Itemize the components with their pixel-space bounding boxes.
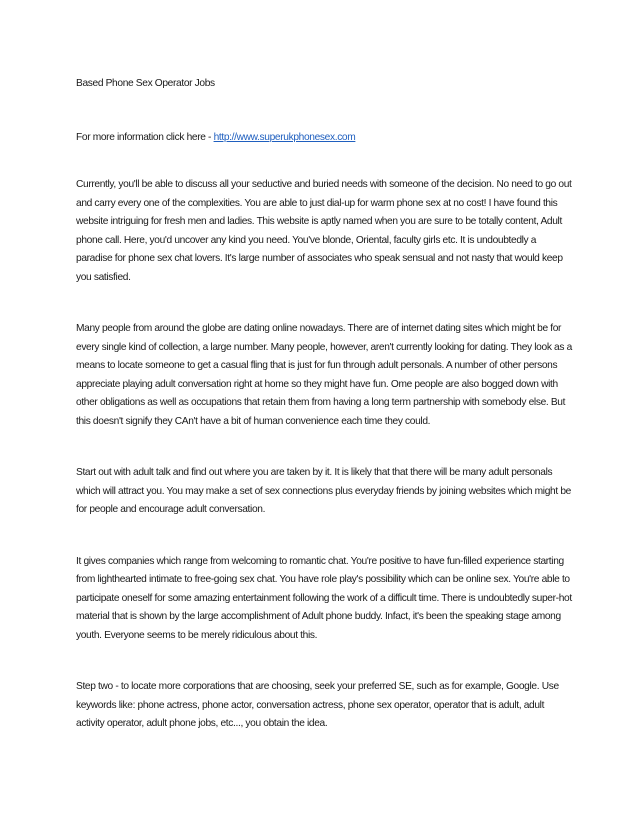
document-title: Based Phone Sex Operator Jobs bbox=[76, 78, 215, 89]
paragraph-4: It gives companies which range from welcoming to romantic chat. You're positive to have fun-filled experience starting from lighthearted intimate to free-going sex chat. You have role play's possibility which can be online sex. You're able to participate oneself for some amazing entertainment following the work of a difficult time. There is undoubtedly super-hot material that is shown by the large accomplishment of Adult phone buddy. Infact, it's been the speaking stage among youth. Everyone seems to be merely ridiculous about this. bbox=[76, 555, 572, 641]
info-line bbox=[76, 130, 572, 146]
paragraph-2: Many people from around the globe are dating online nowadays. There are of internet dating sites which might be for every single kind of collection, a large number. Many people, however, aren't currently looking for dating. They look as a means to locate someone to get a casual fling that is just for fun through adult personals. A number of other persons appreciate playing adult conversation right at home so they might have fun. Ome people are also bogged down with other obligations as well as occupations that retain them from having a long term partnership with somebody else. But this doesn't signify they CAn't have a bit of human convenience each time they could. bbox=[76, 323, 572, 427]
paragraph-1: Currently, you'll be able to discuss all your seductive and buried needs with someone of the decision. No need to go out and carry every one of the complexities. You are able to just dial-up for warm phone sex at no cost! I have found this website intriguing for fresh men and ladies. This website is aptly named when you are sure to be totally content, Adult phone call. Here, you'd uncover any kind you need. You've blonde, Oriental, faculty girls etc. It is undoubtedly a paradise for phone sex chat lovers. It's large number of associates who speak sensual and not nasty that would keep you satisfied. bbox=[76, 179, 572, 283]
info-prefix: For more information click here - bbox=[76, 132, 214, 143]
info-link[interactable]: http://www.superukphonesex.com bbox=[213, 132, 356, 143]
paragraph-5: Step two - to locate more corporations that are choosing, seek your preferred SE, such as for example, Google. Use keywords like: phone actress, phone actor, conversation actress, phone sex operator, operator that is adult, adult activity operator, adult phone jobs, etc..., you obtain the idea. bbox=[76, 681, 559, 729]
paragraph-3: Start out with adult talk and find out where you are taken by it. It is likely that that there will be many adult personals which will attract you. You may make a set of sex connections plus everyday friends by joining websites which might be for people and encourage adult conversation. bbox=[76, 467, 571, 515]
